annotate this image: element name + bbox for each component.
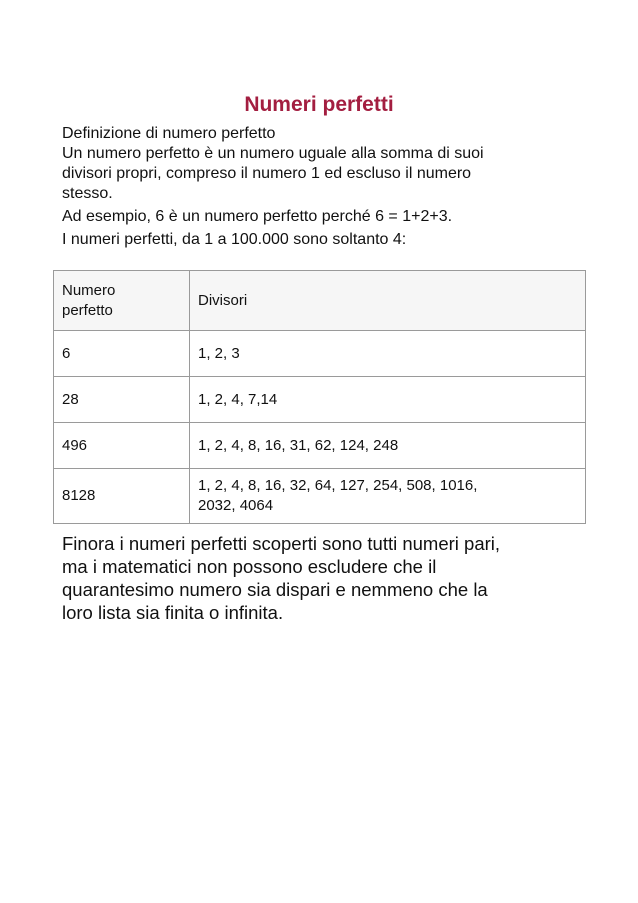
conclusion-line: loro lista sia finita o infinita. bbox=[62, 602, 284, 623]
table-row bbox=[54, 377, 586, 423]
definition-line: Un numero perfetto è un numero uguale alla somma di suoi bbox=[62, 145, 484, 162]
cell-number: 8128 bbox=[54, 469, 190, 524]
cell-divisors: 1, 2, 3 bbox=[190, 331, 586, 377]
header-number bbox=[54, 271, 190, 331]
header-number-line: perfetto bbox=[62, 301, 113, 319]
intro-section bbox=[62, 124, 582, 250]
cell-number: 6 bbox=[54, 331, 190, 377]
perfect-numbers-table bbox=[53, 270, 586, 524]
example-text: Ad esempio, 6 è un numero perfetto perché 6 = 1+2+3. bbox=[62, 208, 453, 225]
page-title: Numeri perfetti bbox=[244, 93, 394, 116]
cell-divisors: 1, 2, 4, 7,14 bbox=[190, 377, 586, 423]
definition-line: stesso. bbox=[62, 185, 113, 202]
cell-number: 28 bbox=[54, 377, 190, 423]
header-divisors: Divisori bbox=[190, 271, 586, 331]
definition-text bbox=[62, 144, 582, 204]
table-row bbox=[54, 469, 586, 524]
cell-divisors: 1, 2, 4, 8, 16, 32, 64, 127, 254, 508, 1016, 2032, 4064 bbox=[190, 469, 586, 524]
header-number-line: Numero bbox=[62, 281, 116, 299]
conclusion-line: quarantesimo numero sia dispari e nemmeno che la bbox=[62, 579, 488, 600]
table-row bbox=[54, 423, 586, 469]
table-header-row bbox=[54, 271, 586, 331]
definition-line: divisori propri, compreso il numero 1 ed escluso il numero bbox=[62, 165, 472, 182]
table-intro-text: I numeri perfetti, da 1 a 100.000 sono soltanto 4: bbox=[62, 231, 407, 248]
definition-heading: Definizione di numero perfetto bbox=[62, 125, 276, 142]
table-row bbox=[54, 331, 586, 377]
conclusion-line: ma i matematici non possono escludere che il bbox=[62, 556, 437, 577]
cell-divisors: 1, 2, 4, 8, 16, 31, 62, 124, 248 bbox=[190, 423, 586, 469]
cell-number: 496 bbox=[54, 423, 190, 469]
conclusion-section bbox=[62, 532, 592, 624]
conclusion-line: Finora i numeri perfetti scoperti sono tutti numeri pari, bbox=[62, 533, 501, 554]
